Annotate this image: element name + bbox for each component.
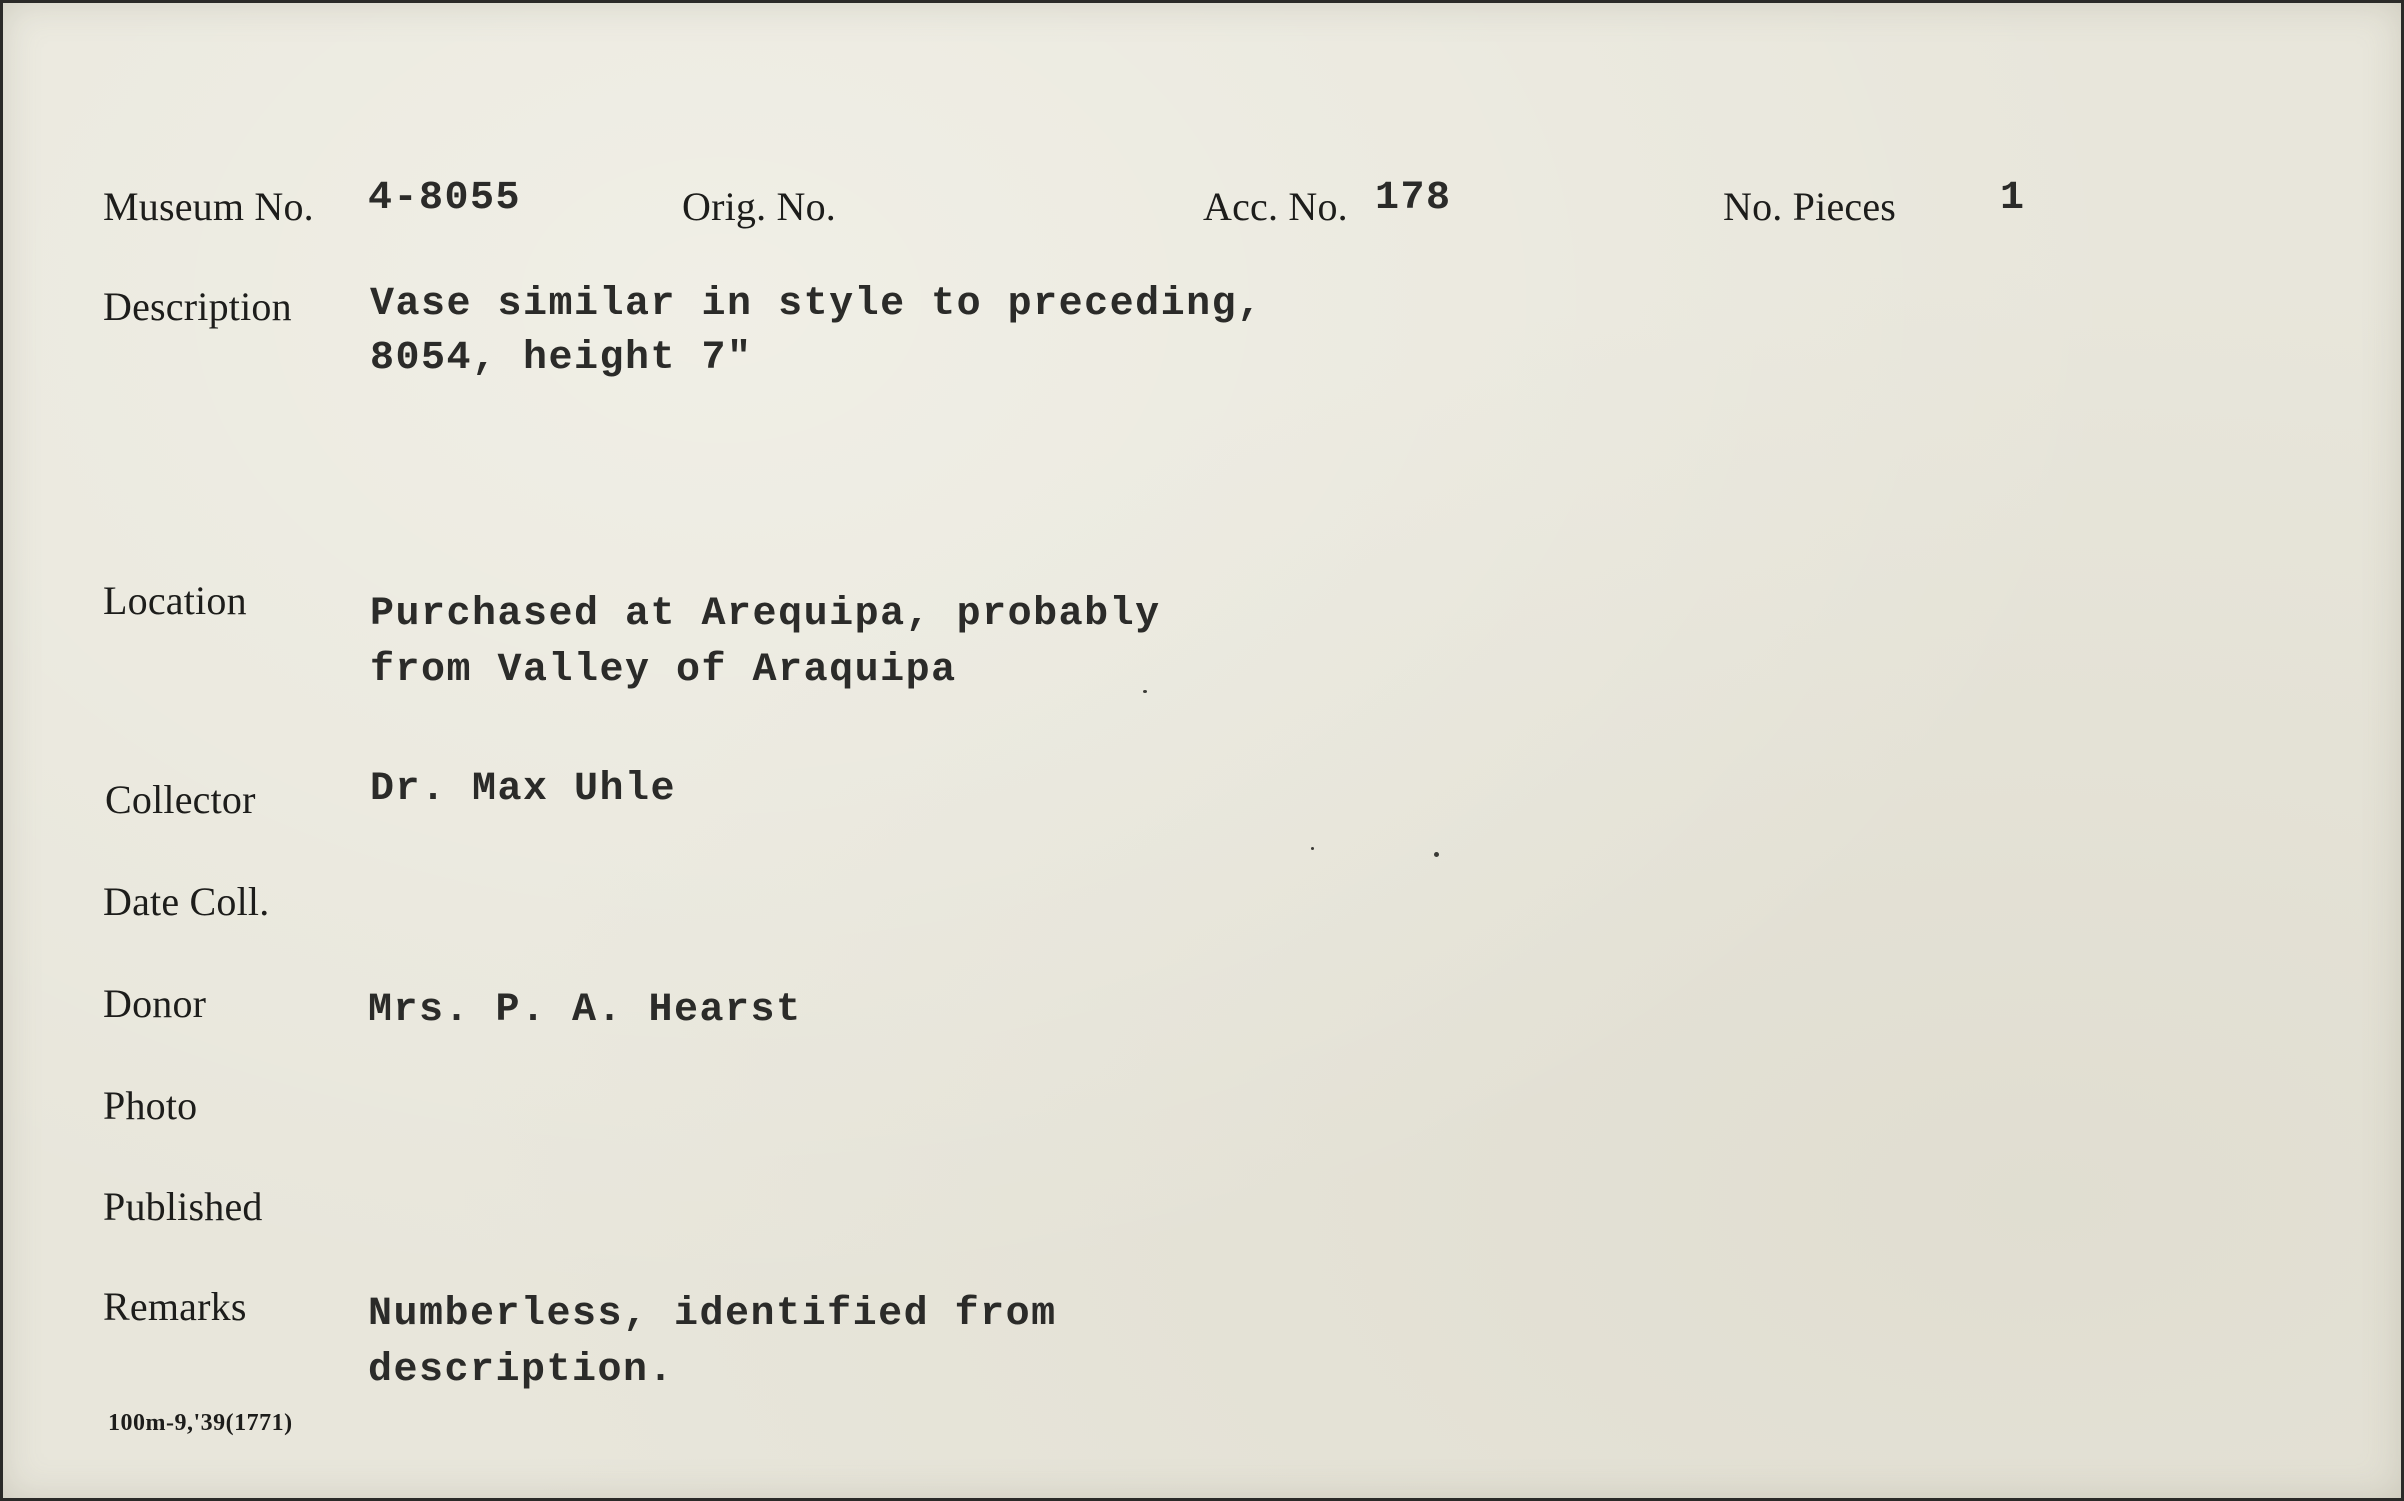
location-label: Location: [103, 578, 247, 623]
collector-label: Collector: [105, 777, 256, 822]
location-line: from Valley of Araquipa: [370, 648, 957, 693]
date-coll-label: Date Coll.: [103, 879, 270, 924]
museum-no-value: 4-8055: [368, 176, 522, 221]
paper-speck: [1434, 852, 1439, 857]
collector-value: Dr. Max Uhle: [370, 767, 677, 812]
published-label: Published: [103, 1184, 263, 1229]
donor-value: Mrs. P. A. Hearst: [368, 988, 802, 1033]
paper-speck: [1143, 690, 1147, 693]
remarks-line: description.: [368, 1348, 675, 1393]
acc-no-label: Acc. No.: [1203, 184, 1348, 229]
description-label: Description: [103, 284, 292, 329]
photo-label: Photo: [103, 1083, 198, 1128]
donor-label: Donor: [103, 981, 207, 1026]
location-line: Purchased at Arequipa, probably: [370, 592, 1161, 637]
orig-no-label: Orig. No.: [682, 184, 837, 229]
remarks-label: Remarks: [103, 1284, 247, 1329]
no-pieces-label: No. Pieces: [1723, 184, 1897, 229]
museum-no-label: Museum No.: [103, 184, 314, 229]
print-code: 100m-9,'39(1771): [108, 1410, 293, 1436]
description-line: Vase similar in style to preceding,: [370, 282, 1263, 327]
no-pieces-value: 1: [2000, 176, 2026, 221]
acc-no-value: 178: [1375, 176, 1452, 221]
description-line: 8054, height 7": [370, 336, 753, 381]
paper-speck: [1311, 847, 1314, 850]
remarks-line: Numberless, identified from: [368, 1292, 1057, 1337]
